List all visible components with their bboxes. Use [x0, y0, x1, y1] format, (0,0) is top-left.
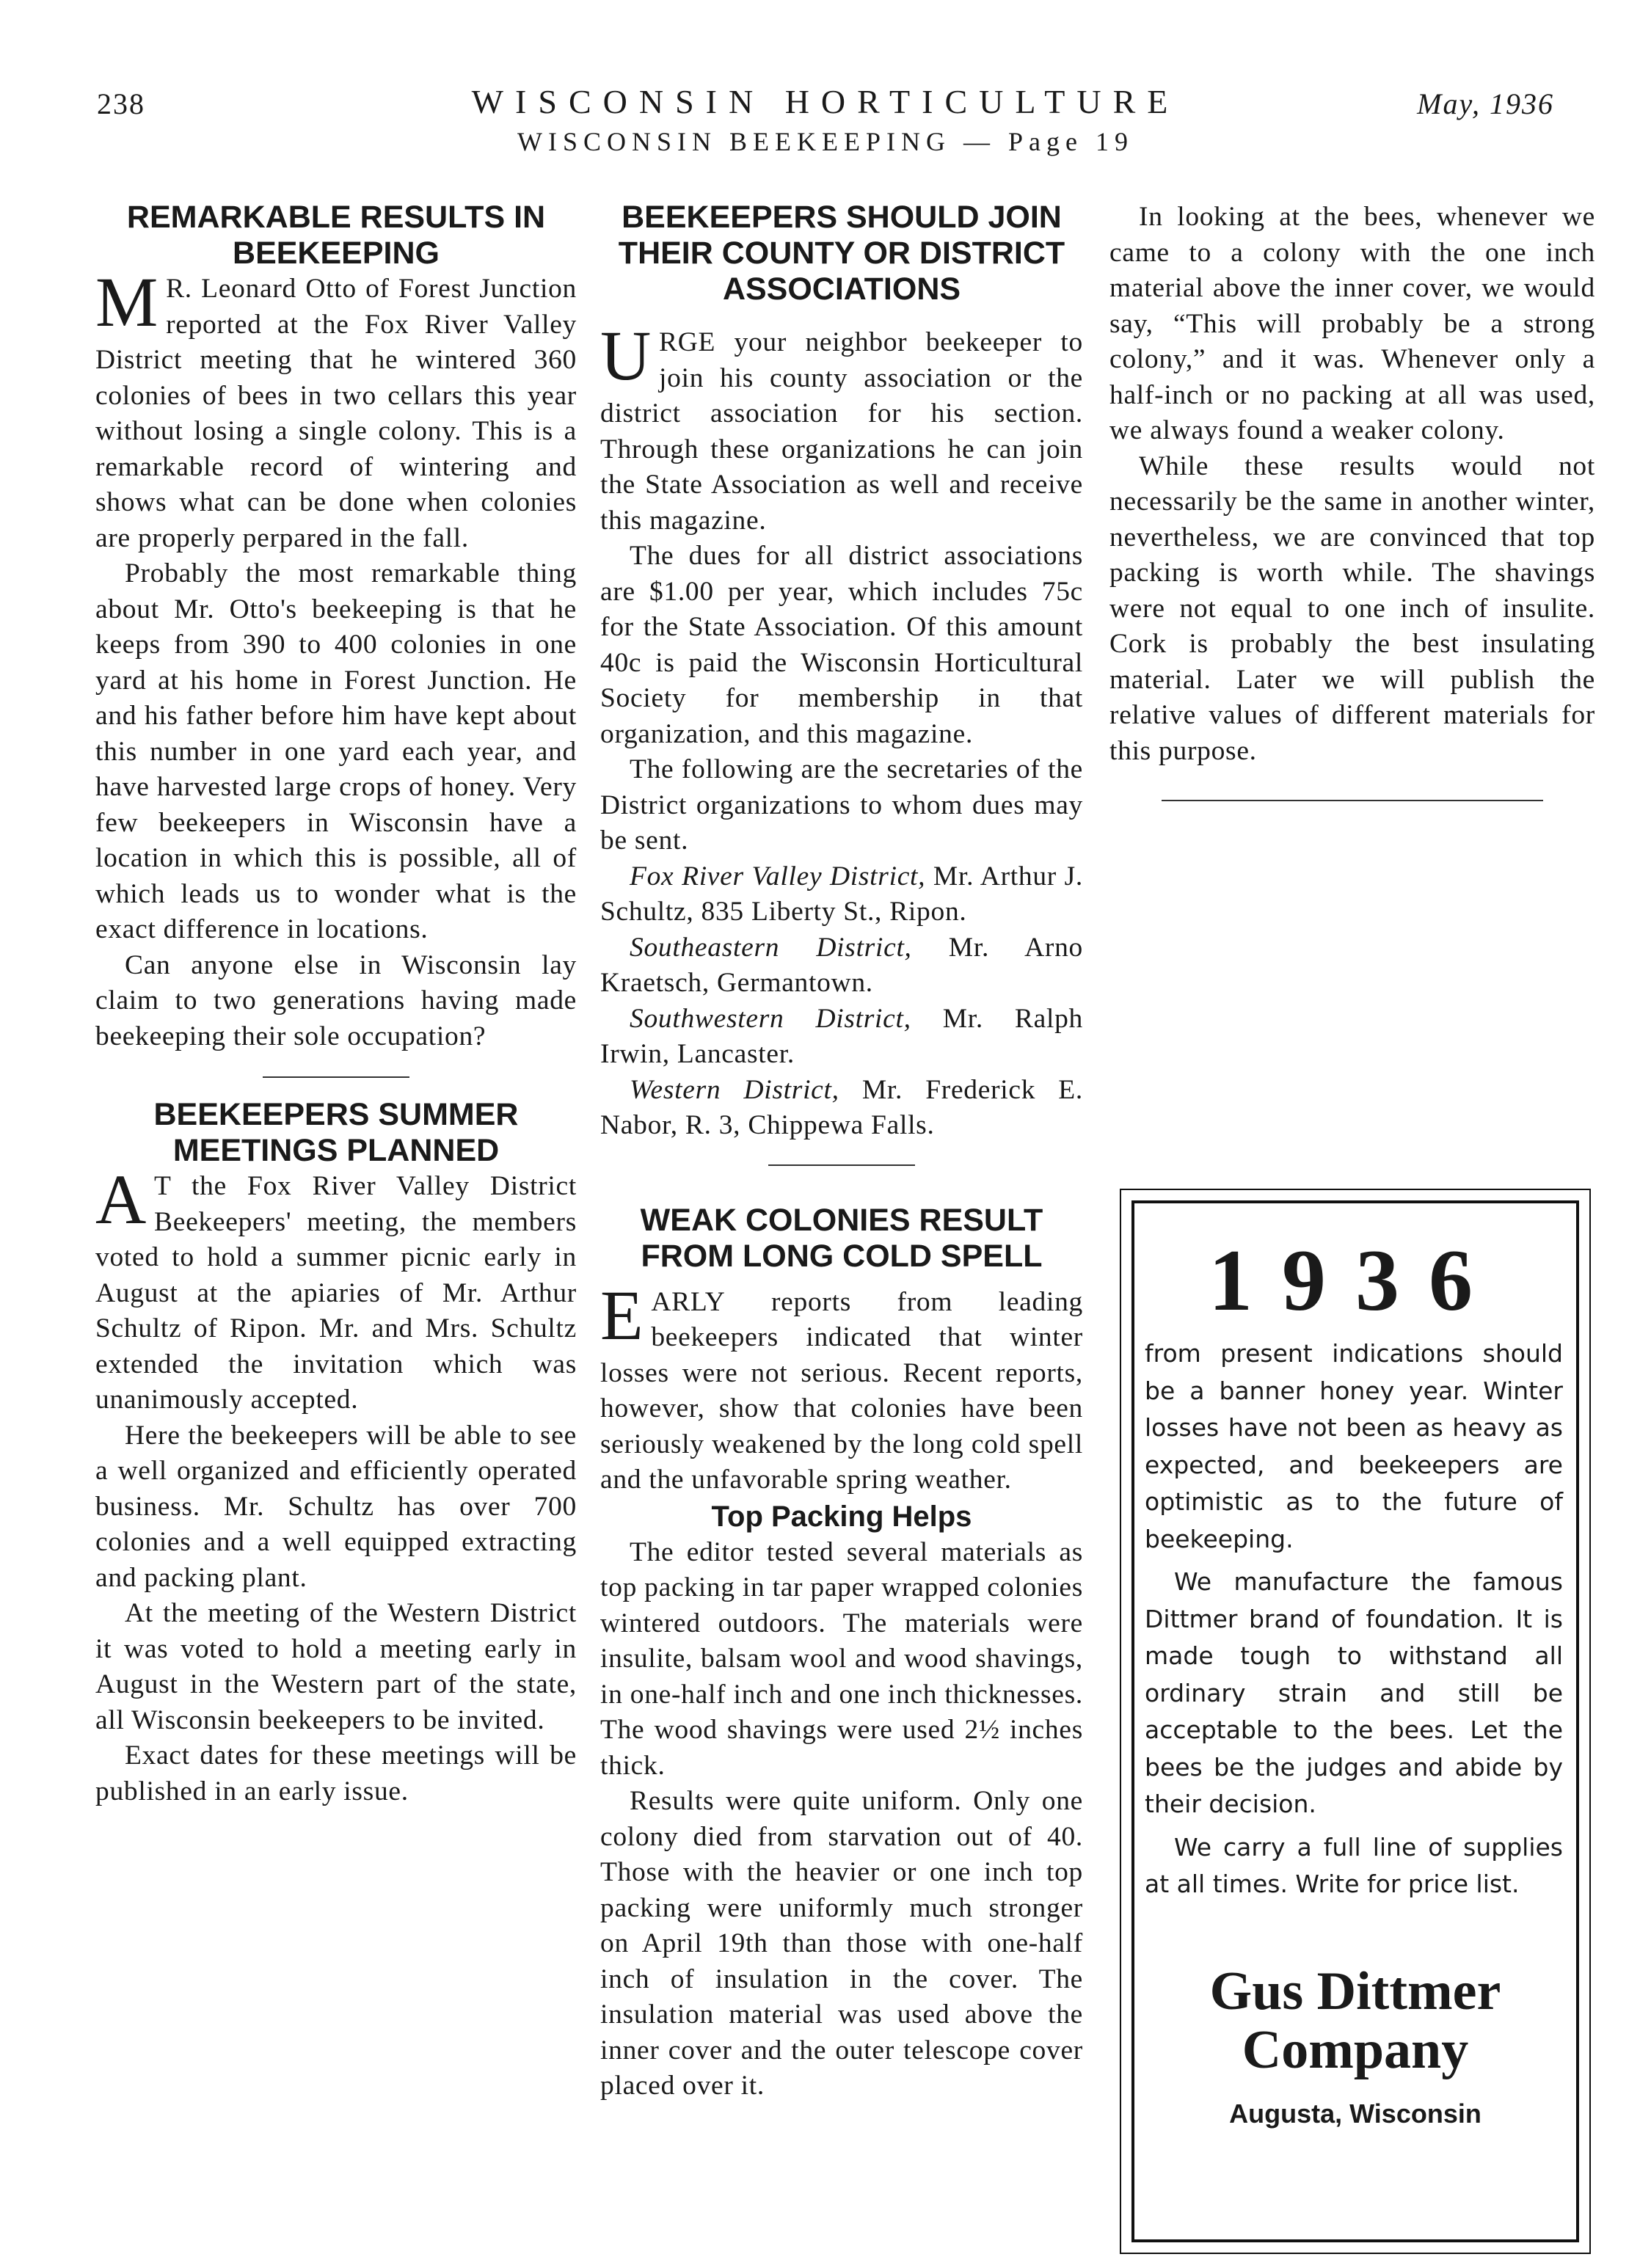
article-paragraph: Here the beekeepers will be able to see a well organized and efficiently operated business. Mr. Schultz has over 700 colonies and a well equipped extracting and packing plant. [95, 1420, 577, 1593]
article-subheading: Top Packing Helps [711, 1500, 972, 1533]
district-entry [600, 1002, 1083, 1073]
article-headline: REMARKABLE RESULTS IN BEEKEEPING [126, 200, 546, 271]
paragraph-text: reports from leading beekeepers indicated that winter losses were not serious. Recent reports, however, show that colonies have been seriously weakened by the long cold spell and the unfavorable spring weather. [600, 1286, 1083, 1495]
ad-year: 1936 [1209, 1231, 1502, 1329]
ad-copy [1145, 1335, 1563, 1903]
article-paragraph [600, 1275, 1083, 1498]
article-join-associations [600, 200, 1083, 1144]
issue-date: May, 1936 [1417, 87, 1554, 120]
district-contact: Mr. Ralph Irwin, Lancaster. [600, 1003, 1083, 1069]
article-paragraph [95, 263, 577, 556]
article-paragraph: At the meeting of the Western District it was voted to hold a meeting early in August in the Western part of the state, all Wisconsin beekeepers to be invited. [95, 1598, 577, 1735]
divider [1162, 800, 1543, 801]
article-summer-meetings [95, 1097, 577, 1809]
lead-in: R. [166, 274, 192, 304]
district-contact: Mr. Arthur J. Schultz, 835 Liberty St., Ripon. [600, 861, 1084, 927]
district-contact: Mr. Arno Kraetsch, Germantown. [600, 932, 1083, 998]
ad-company-name: Gus Dittmer Company [1209, 1961, 1501, 2080]
column-right [1109, 200, 1595, 801]
column-middle [600, 200, 1083, 2104]
publication-title: WISCONSIN HORTICULTURE [471, 83, 1180, 120]
drop-cap: E [600, 1275, 644, 1354]
ad-paragraph: We carry a full line of supplies at all times. Write for price list. [1145, 1832, 1563, 1898]
section-subtitle: WISCONSIN BEEKEEPING — Page 19 [517, 127, 1134, 156]
lead-in: RGE [659, 327, 716, 357]
article-paragraph: Probably the most remarkable thing about Mr. Otto's beekeeping is that he keeps from 390 to 400 colonies in one yard at his home in Forest Junction. He and his father before him have kept about this number in one yard each year, and have harvested large crops of honey. Very few beekeepers in Wisconsin have a location in which this is possible, all of which leads us to wonder what is the exact difference in locations. [95, 558, 577, 944]
article-paragraph: Exact dates for these meetings will be published in an early issue. [95, 1740, 577, 1806]
ad-paragraph: We manufacture the famous Dittmer brand of foundation. It is made tough to withstand all ordinary strain and still be acceptable to the bees. Let the bees be the judges and abide by their decision. [1145, 1567, 1563, 1818]
district-entry [600, 859, 1083, 930]
article-paragraph: The following are the secretaries of the District organizations to whom dues may be sent. [600, 754, 1083, 856]
article-weak-colonies [600, 1203, 1083, 2104]
article-headline: WEAK COLONIES RESULT FROM LONG COLD SPELL [640, 1202, 1043, 1274]
drop-cap: U [600, 316, 652, 395]
district-name: Western District, [630, 1074, 839, 1105]
paragraph-text: Leonard Otto of Forest Junction reported at the Fox River Valley District meeting that he wintered 360 colonies of bees in two cellars this year without losing a single colony. This is a remarkable record of wintering and shows what can be done when colonies are properly perpared in the fall. [95, 274, 577, 553]
article-paragraph [600, 316, 1083, 539]
article-paragraph: The editor tested several materials as top packing in tar paper wrapped colonies wintered outdoors. The materials were insulite, balsam wool and wood shavings, in one-half inch and one inch thicknesses. The wood shavings were used 2½ inches thick. [600, 1536, 1083, 1781]
article-paragraph: Results were quite uniform. Only one colony died from starvation out of 40. Those with the heavier or one inch top packing were uniformly much stronger on April 19th than those with one-half inch of insulation in the cover. The insulation material was used above the inner cover and the outer telescope cover placed over it. [600, 1786, 1083, 2101]
article-headline: BEEKEEPERS SHOULD JOIN THEIR COUNTY OR DISTRICT ASSOCIATIONS [618, 200, 1065, 307]
article-paragraph: The dues for all district associations are $1.00 per year, which includes 75c for the State Association. Of this amount 40c is paid the Wisconsin Horticultural Society for membership in that organization, and this magazine. [600, 541, 1083, 749]
ad-paragraph: from present indications should be a banner honey year. Winter losses have not been as heavy as expected, and beekeepers are optimistic as to the future of beekeeping. [1145, 1339, 1563, 1553]
column-left [95, 200, 577, 1809]
district-contact: Mr. Frederick E. Nabor, R. 3, Chippewa Falls. [600, 1074, 1083, 1140]
article-remarkable-results [95, 200, 577, 1054]
district-entry [600, 1073, 1083, 1144]
district-name: Southwestern District, [630, 1003, 911, 1034]
divider [768, 1164, 915, 1166]
district-name: Southeastern District, [630, 932, 912, 963]
article-headline: BEEKEEPERS SUMMER MEETINGS PLANNED [153, 1097, 519, 1168]
article-paragraph [95, 1160, 577, 1418]
advertisement-box [1120, 1189, 1591, 2254]
page-number: 238 [97, 87, 145, 120]
ad-location: Augusta, Wisconsin [1229, 2099, 1481, 2129]
district-entry [600, 930, 1083, 1002]
lead-in: ARLY [651, 1286, 726, 1317]
paragraph-text: T the Fox River Valley District Beekeepers' meeting, the members voted to hold a summer picnic early in August at the apiaries of Mr. Arthur Schultz of Ripon. Mr. and Mrs. Schultz extended the invitation which was unanimously accepted. [95, 1171, 577, 1415]
drop-cap: M [95, 263, 159, 341]
drop-cap: A [95, 1160, 147, 1239]
paragraph-text: your neighbor beekeeper to join his county association or the district association for his section. Through these organizations he can join the State Association as well and receive this magazine. [600, 327, 1083, 536]
district-name: Fox River Valley District, [630, 861, 926, 891]
article-paragraph: Can anyone else in Wisconsin lay claim to two generations having made beekeeping their sole occupation? [95, 949, 577, 1051]
article-paragraph: In looking at the bees, whenever we came to a colony with the one inch material above the inner cover, we would say, “This will probably be a strong colony,” and it was. Whenever only a half-inch or no packing at all was used, we always found a weaker colony. [1109, 202, 1595, 445]
article-paragraph: While these results would not necessarily be the same in another winter, nevertheless, we are convinced that top packing is worth while. The shavings were not equal to one inch of insulite. Cork is probably the best insulating material. Later we will publish the relative values of different materials for this purpose. [1109, 451, 1595, 766]
divider [263, 1076, 409, 1078]
